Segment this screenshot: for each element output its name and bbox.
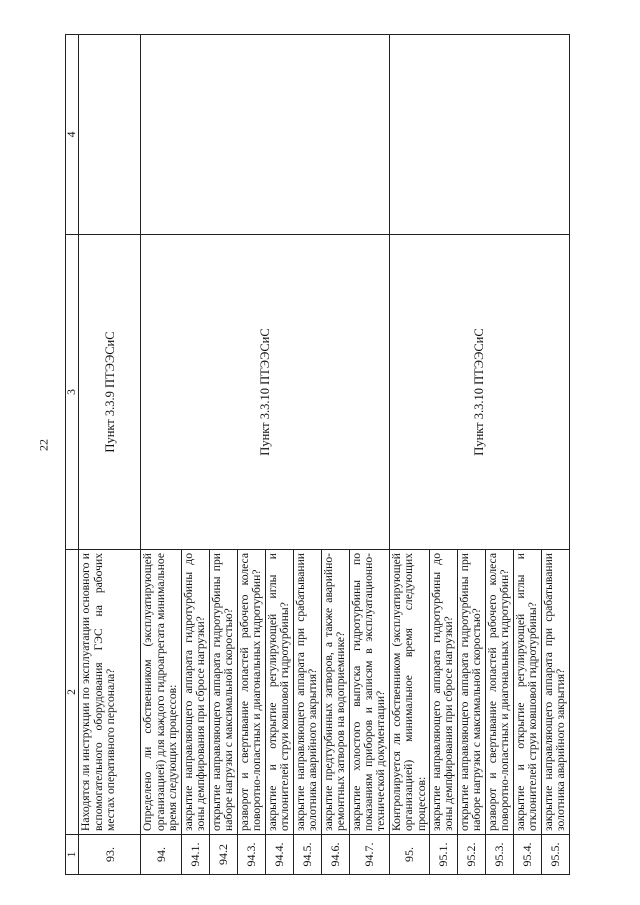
table-row (389, 35, 429, 875)
row-question: Определено ли собственником (эксплуатирующей организацией) для каждого гидроагрегата минимальное время следующих процессов: (141, 550, 181, 835)
row-question: закрытие направляющего аппарата при срабатывании золотника аварийного закрытия? (542, 550, 570, 835)
row-number: 93. (79, 835, 141, 875)
header-col-3: 3 (66, 235, 79, 550)
checklist-table (65, 34, 570, 875)
row-number: 94.2 (209, 835, 237, 875)
row-question: открытие направляющего аппарата гидротурбины при наборе нагрузки с максимальной скоростью? (458, 550, 486, 835)
row-number: 94.1. (181, 835, 209, 875)
row-reference: Пункт 3.3.10 ПТЭЭСиС (141, 235, 389, 550)
row-number: 95.4. (514, 835, 542, 875)
row-question: разворот и свертывание лопастей рабочего колеса поворотно-лопастных и диагональных гидротурбин? (237, 550, 265, 835)
row-question: закрытие предтурбинных затворов, а также аварийно-ремонтных затворов на водоприемнике? (321, 550, 349, 835)
row-reference: Пункт 3.3.10 ПТЭЭСиС (389, 235, 569, 550)
row-reference: Пункт 3.3.9 ПТЭЭСиС (79, 235, 141, 550)
row-notes (79, 35, 141, 235)
rotated-page (65, 35, 630, 875)
row-question: открытие направляющего аппарата гидротурбины при наборе нагрузки с максимальной скоростью? (209, 550, 237, 835)
row-question: закрытие холостого выпуска гидротурбины по показаниям приборов и записям в эксплуатационно-технической документации? (349, 550, 389, 835)
row-question: закрытие и открытие регулирующей иглы и отклонителей струи ковшовой гидротурбины? (265, 550, 293, 835)
row-number: 95.5. (542, 835, 570, 875)
row-number: 95. (389, 835, 429, 875)
row-question: Контролируется ли собственником (эксплуатирующей организацией) минимальное время следующих процессов: (389, 550, 429, 835)
row-number: 94.4. (265, 835, 293, 875)
table-row (141, 35, 181, 875)
row-number: 94. (141, 835, 181, 875)
header-row (66, 35, 79, 875)
row-question: закрытие направляющего аппарата гидротурбины до зоны демпфирования при сбросе нагрузки? (181, 550, 209, 835)
row-question: разворот и свертывание лопастей рабочего колеса поворотно-лопастных и диагональных гидротурбин? (486, 550, 514, 835)
header-col-2: 2 (66, 550, 79, 835)
row-notes (389, 35, 569, 235)
row-number: 94.7. (349, 835, 389, 875)
row-question: закрытие и открытие регулирующей иглы и отклонителей струи ковшовой гидротурбины? (514, 550, 542, 835)
row-number: 95.1. (430, 835, 458, 875)
row-notes (141, 35, 389, 235)
row-number: 95.2. (458, 835, 486, 875)
header-col-4: 4 (66, 35, 79, 235)
row-number: 94.5. (293, 835, 321, 875)
row-question: Находятся ли инструкции по эксплуатации основного и вспомогательного оборудования ГЭС на рабочих местах оперативного персонала? (79, 550, 141, 835)
table-row (79, 35, 141, 875)
row-number: 94.3. (237, 835, 265, 875)
row-question: закрытие направляющего аппарата гидротурбины до зоны демпфирования при сбросе нагрузки? (430, 550, 458, 835)
row-question: закрытие направляющего аппарата при срабатывании золотника аварийного закрытия? (293, 550, 321, 835)
header-col-1: 1 (66, 835, 79, 875)
row-number: 95.3. (486, 835, 514, 875)
row-number: 94.6. (321, 835, 349, 875)
page-number: 22 (36, 439, 51, 451)
